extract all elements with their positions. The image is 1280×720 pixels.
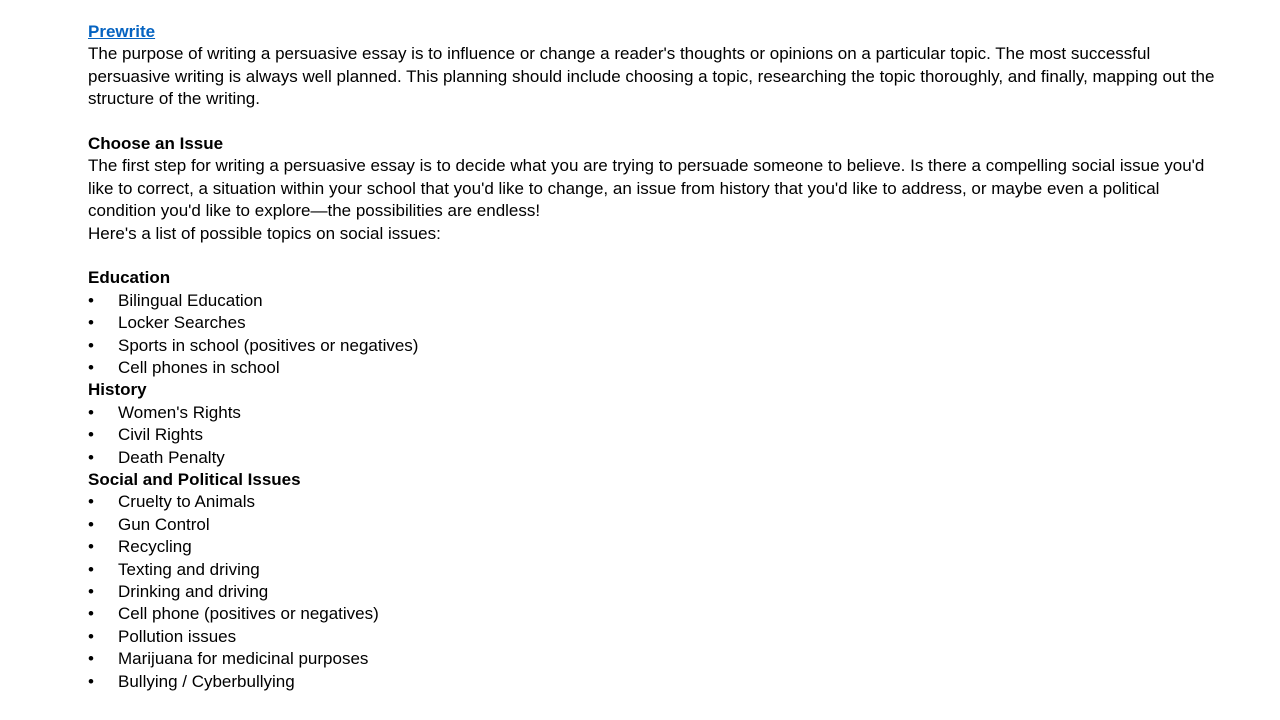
list-item — [88, 626, 1228, 648]
list-item — [88, 603, 1228, 625]
list-item — [88, 447, 1228, 469]
topics-intro: Here's a list of possible topics on social issues: — [88, 223, 441, 243]
topic-label: Drinking and driving — [118, 581, 269, 601]
list-item — [88, 290, 1228, 312]
topic-label: Bullying / Cyberbullying — [118, 671, 295, 691]
topic-label: Gun Control — [118, 514, 210, 534]
bullet-icon: • — [88, 626, 94, 646]
prewrite-link[interactable]: Prewrite — [88, 22, 156, 41]
list-item — [88, 536, 1228, 558]
bullet-icon: • — [88, 290, 94, 310]
bullet-icon: • — [88, 313, 94, 333]
topic-label: Sports in school (positives or negatives) — [118, 335, 419, 355]
list-item — [88, 671, 1228, 693]
topic-list-social-political — [88, 491, 1228, 693]
topic-label: Death Penalty — [118, 447, 225, 467]
topic-label: Cell phone (positives or negatives) — [118, 604, 379, 624]
slide-content — [88, 21, 1228, 693]
topic-label: Women's Rights — [118, 402, 241, 422]
list-item — [88, 312, 1228, 334]
category-heading-education: Education — [88, 268, 171, 288]
bullet-icon: • — [88, 358, 94, 378]
bullet-icon: • — [88, 649, 94, 669]
topic-label: Pollution issues — [118, 626, 237, 646]
list-item — [88, 559, 1228, 581]
list-item — [88, 514, 1228, 536]
topic-label: Civil Rights — [118, 425, 204, 445]
list-item — [88, 491, 1228, 513]
list-item — [88, 581, 1228, 603]
list-item — [88, 357, 1228, 379]
category-heading-social-political: Social and Political Issues — [88, 469, 301, 489]
bullet-icon: • — [88, 335, 94, 355]
choose-issue-paragraph: The first step for writing a persuasive essay is to decide what you are trying to persuade someone to believe. Is there a compelling social issue you'd like to correct, a situation within your school that you'd like to change, an issue from history that you'd like to address, or maybe even a political condition you'd like to explore—the possibilities are endless! — [88, 156, 1205, 221]
bullet-icon: • — [88, 581, 94, 601]
bullet-icon: • — [88, 537, 94, 557]
topic-label: Locker Searches — [118, 313, 246, 333]
topic-label: Bilingual Education — [118, 290, 263, 310]
topic-list-history — [88, 402, 1228, 469]
list-item — [88, 335, 1228, 357]
spacer — [88, 111, 1228, 133]
list-item — [88, 402, 1228, 424]
topic-label: Cruelty to Animals — [118, 492, 255, 512]
bullet-icon: • — [88, 492, 94, 512]
intro-paragraph: The purpose of writing a persuasive essay is to influence or change a reader's thoughts or opinions on a particular topic. The most successful persuasive writing is always well planned. This planning should include choosing a topic, researching the topic thoroughly, and finally, mapping out the structure of the writing. — [88, 44, 1215, 109]
topic-label: Recycling — [118, 537, 192, 557]
bullet-icon: • — [88, 604, 94, 624]
bullet-icon: • — [88, 559, 94, 579]
spacer — [88, 245, 1228, 267]
bullet-icon: • — [88, 425, 94, 445]
topic-label: Marijuana for medicinal purposes — [118, 649, 369, 669]
topic-label: Cell phones in school — [118, 358, 280, 378]
bullet-icon: • — [88, 514, 94, 534]
topic-list-education — [88, 290, 1228, 380]
topic-label: Texting and driving — [118, 559, 260, 579]
category-heading-history: History — [88, 380, 147, 400]
bullet-icon: • — [88, 671, 94, 691]
bullet-icon: • — [88, 402, 94, 422]
list-item — [88, 648, 1228, 670]
choose-issue-heading: Choose an Issue — [88, 134, 224, 154]
list-item — [88, 424, 1228, 446]
bullet-icon: • — [88, 447, 94, 467]
